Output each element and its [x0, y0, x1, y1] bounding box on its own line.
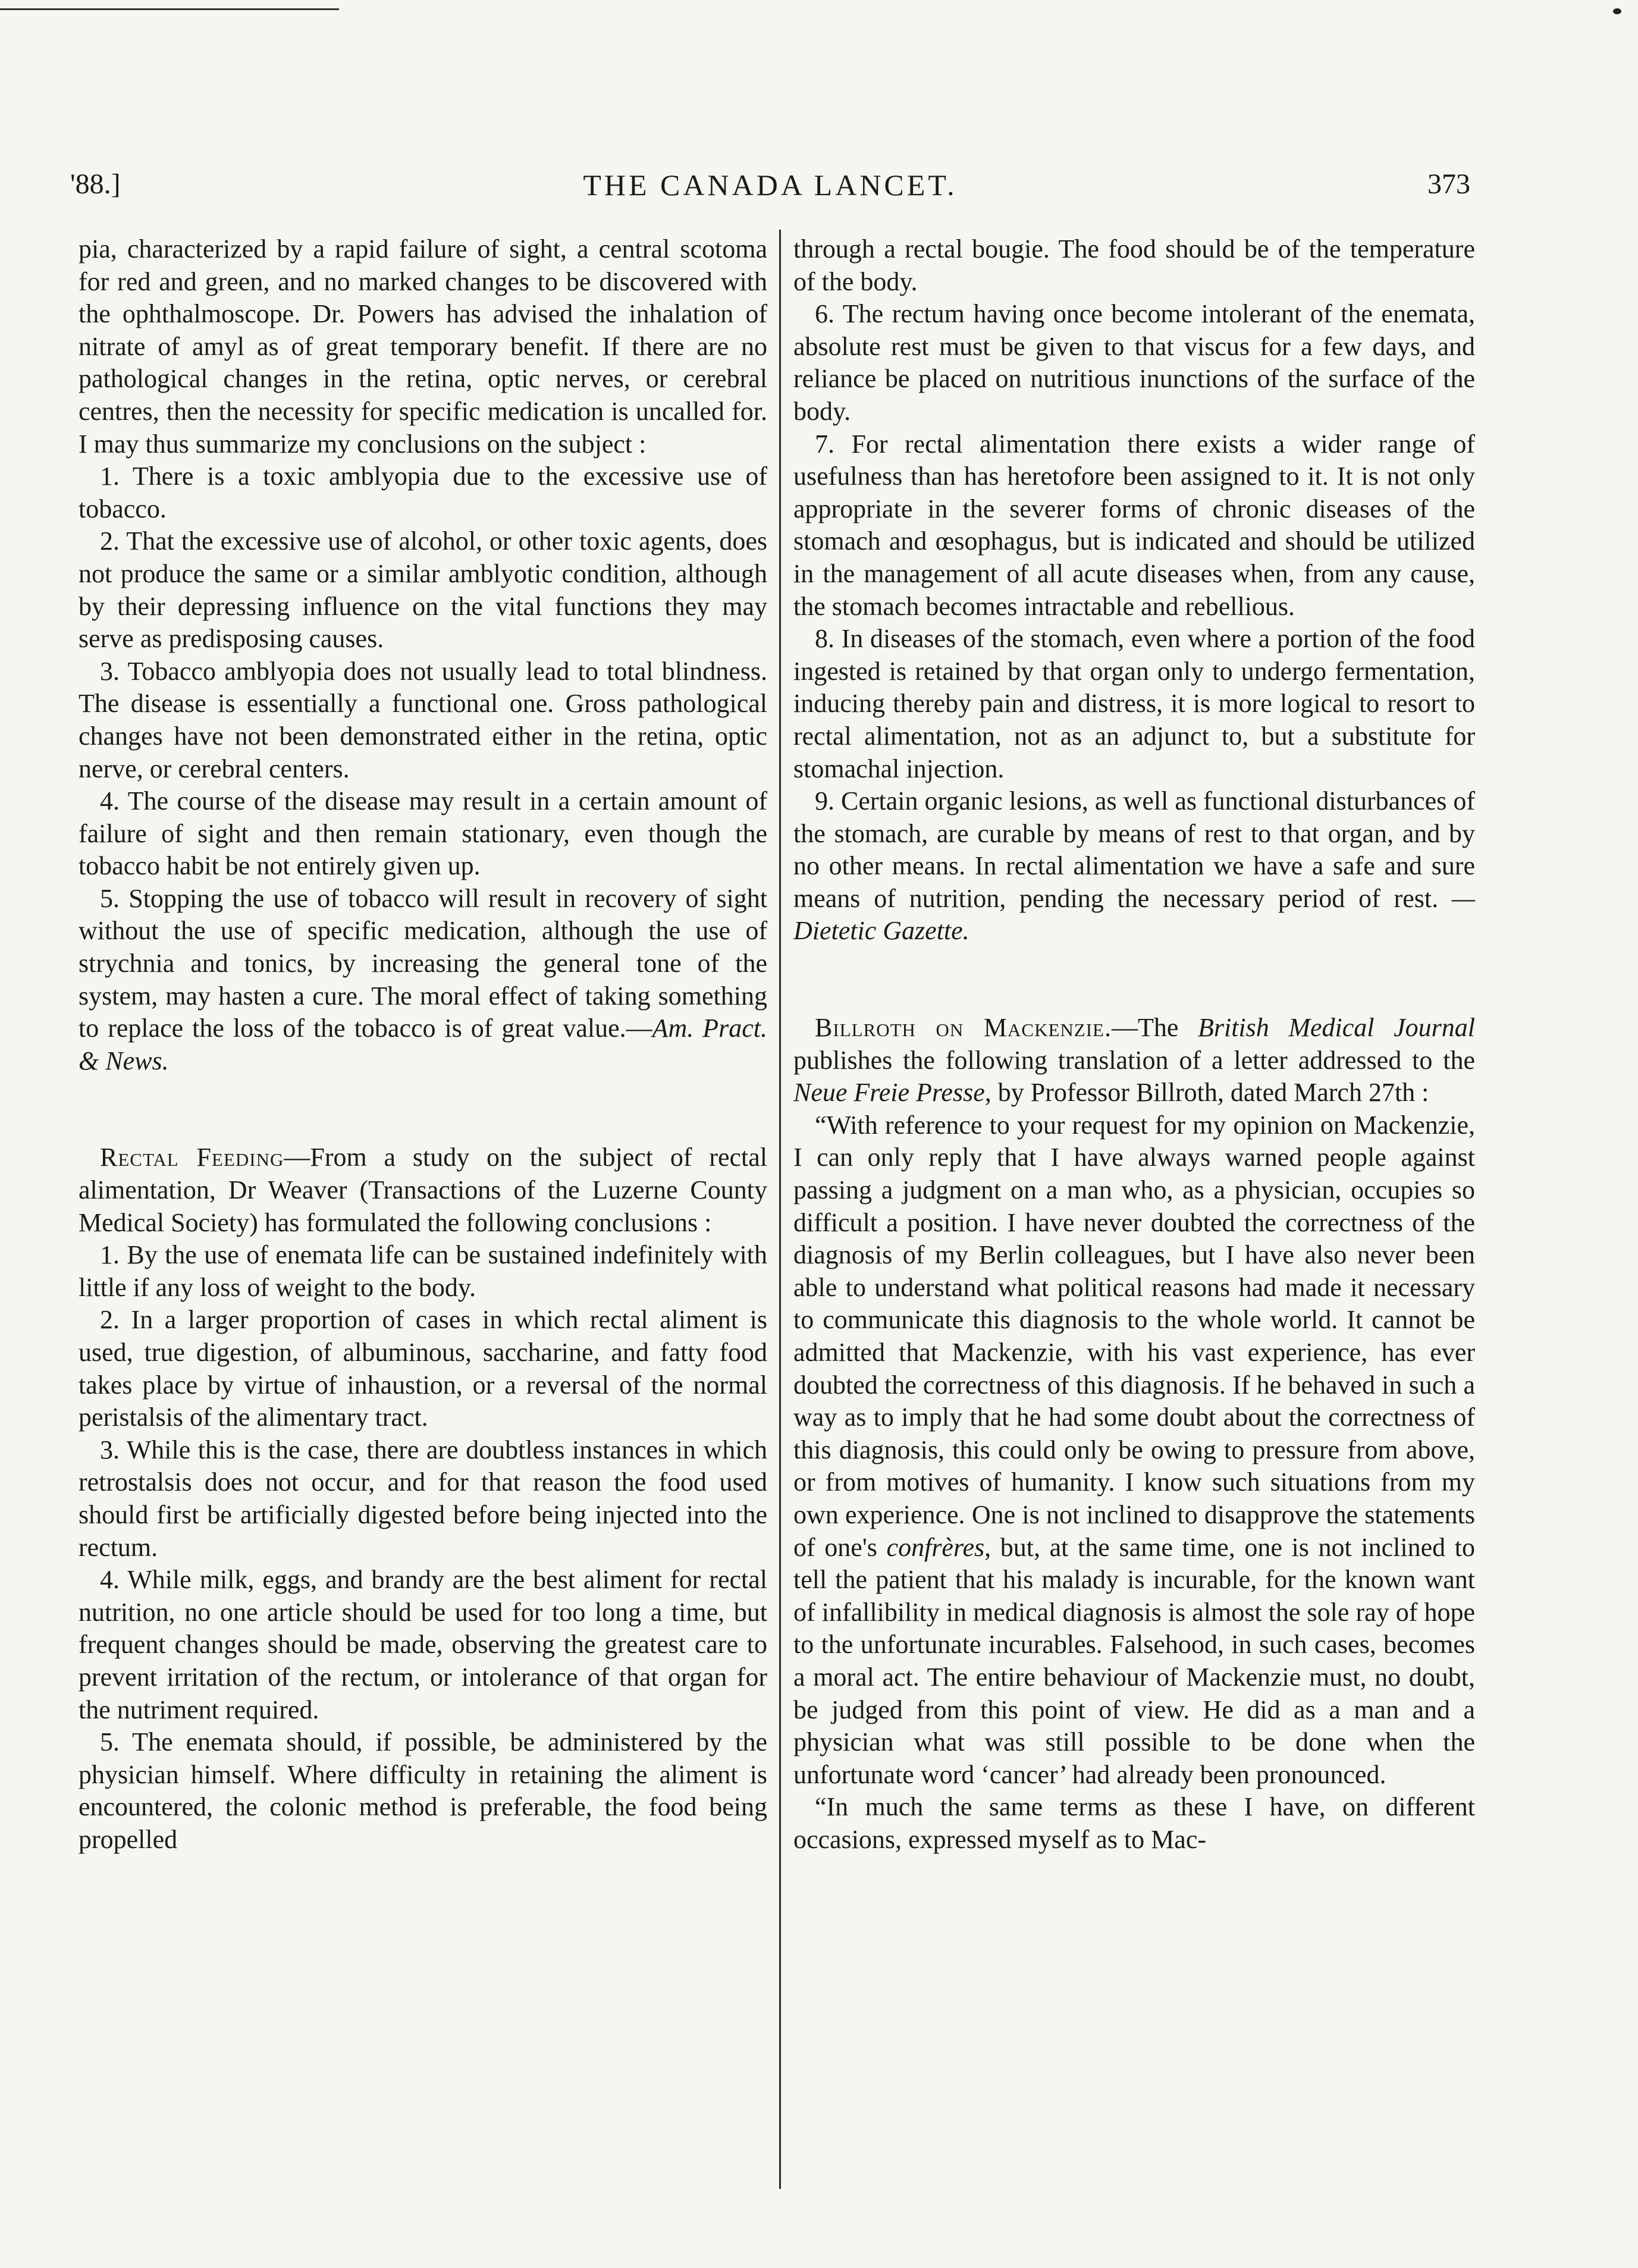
- letter-paragraph-1: [793, 1109, 1475, 1791]
- section-heading-rectal-feeding: Rectal Feeding: [100, 1143, 284, 1172]
- tobacco-conclusion-2: 2. That the excessive use of alcohol, or other toxic agents, does not produce the same or a similar amblyotic condition, although by their depressing influence on the vital functions they may serve as predisposing causes.: [79, 526, 767, 654]
- letter-italic-word: confrères: [886, 1532, 985, 1562]
- tobacco-intro: pia, characterized by a rapid failure of sight, a central scotoma for red and green, and no marked changes to be discovered with the ophthalmoscope. Dr. Powers has advised the inhalation of nitrate of amyl as of great temporary benefit. If there are no pathological changes in the retina, optic nerves, or cerebral centres, then the necessity for specific medication is uncalled for. I may thus summarize my conclusions on the subject :: [79, 234, 767, 459]
- rectal-item-1: 1. By the use of enemata life can be sustained indefinitely with little if any loss of weight to the body.: [79, 1240, 767, 1302]
- journal-name: British Medical Journal: [1197, 1013, 1475, 1043]
- right-column: [793, 233, 1475, 1856]
- billroth-intro-text: , by Professor Billroth, dated March 27th :: [984, 1078, 1429, 1108]
- journal-title: THE CANADA LANCET.: [583, 168, 958, 202]
- letter-text: “With reference to your request for my opinion on Mackenzie, I can only reply that I have always warned people against passing a judgment on a man who, as a physician, occupies so difficult a position. I have never doubted the correctness of the diagnosis of my Berlin colleagues, but I have also never been able to understand what political reasons had made it necessary to communicate this diagnosis to the whole world. It cannot be admitted that Mackenzie, with his vast experience, has ever doubted the correctness of this diagnosis. If he behaved in such a way as to imply that he had some doubt about the correctness of this diagnosis, this could only be owing to pressure from above, or from motives of humanity. I know such situations from my own experience. One is not inclined to disapprove the statements of one's: [793, 1110, 1475, 1562]
- rectal-item-7: 7. For rectal alimentation there exists a wider range of usefulness than has heretofore been assigned to it. It is not only appropriate in the severer forms of chronic diseases of the stomach and œsophagus, but is indicated and should be utilized in the management of all acute diseases when, from any cause, the stomach becomes intractable and rebellious.: [793, 429, 1475, 621]
- billroth-intro-text: —The: [1111, 1013, 1198, 1043]
- rectal-item-2: 2. In a larger proportion of cases in which rectal aliment is used, true digestion, of albuminous, saccharine, and fatty food takes place by virtue of inhaustion, or a reversal of the normal peristalsis of the alimentary tract.: [79, 1305, 767, 1432]
- tobacco-conclusion-5: [79, 883, 767, 1078]
- page-number: 373: [1427, 168, 1470, 200]
- running-header: [70, 168, 1470, 215]
- tobacco-conclusion-1: 1. There is a toxic amblyopia due to the excessive use of tobacco.: [79, 462, 767, 523]
- ink-speck: [1613, 8, 1621, 14]
- rectal-item-5-continued: through a rectal bougie. The food should be of the temperature of the body.: [793, 234, 1475, 296]
- tobacco-conclusion-4: 4. The course of the disease may result in a certain amount of failure of sight and then remain stationary, even though the tobacco habit be not entirely given up.: [79, 786, 767, 881]
- rectal-item-8: 8. In diseases of the stomach, even where a portion of the food ingested is retained by that organ only to undergo fermentation, inducing thereby pain and distress, it is more logical to resort to rectal alimentation, not as an adjunct to, but a substitute for stomachal injection.: [793, 624, 1475, 783]
- rectal-item-4: 4. While milk, eggs, and brandy are the best aliment for rectal nutrition, no one article should be used for too long a time, but frequent changes should be made, observing the greatest care to prevent irritation of the rectum, or intolerance of that organ for the nutriment required.: [79, 1565, 767, 1724]
- header-year: '88.]: [70, 168, 121, 200]
- column-divider: [779, 230, 781, 2189]
- left-column: [79, 233, 767, 1856]
- letter-text: , but, at the same time, one is not inclined to tell the patient that his malady is incurable, for the known want of infallibility in medical diagnosis is almost the sole ray of hope to the unfortunate incurables. Falsehood, in such cases, becomes a moral act. The entire behaviour of Mackenzie must, no doubt, be judged from this point of view. He did as a man and a physician what was still possible to be done when the unfortunate word ‘cancer’ had already been pronounced.: [793, 1532, 1476, 1789]
- billroth-intro: [793, 1012, 1475, 1109]
- item-9-text: 9. Certain organic lesions, as well as functional disturbances of the stomach, are curable by means of rest to that organ, and by no other means. In rectal alimentation we have a safe and sure means of nutrition, pending the necessary period of rest.: [793, 786, 1475, 913]
- newspaper-name: Neue Freie Presse: [793, 1078, 985, 1108]
- source-citation: Am. Pract. & News.: [79, 1014, 768, 1075]
- rectal-feeding-intro: [79, 1141, 767, 1239]
- section-heading-billroth: Billroth on Mackenzie.: [815, 1013, 1112, 1043]
- rectal-item-9: [793, 785, 1475, 948]
- rectal-item-5: 5. The enemata should, if possible, be administered by the physician himself. Where difficulty in retaining the aliment is encountered, the colonic method is preferable, the food being propelled: [79, 1727, 767, 1854]
- billroth-intro-text: publishes the following translation of a letter addressed to the: [793, 1045, 1475, 1075]
- top-rule: [0, 8, 339, 10]
- rectal-item-6: 6. The rectum having once become intolerant of the enemata, absolute rest must be given to that viscus for a few days, and reliance be placed on nutritious inunctions of the surface of the body.: [793, 299, 1475, 426]
- source-citation: —Dietetic Gazette.: [793, 883, 1475, 946]
- tobacco-conclusion-3: 3. Tobacco amblyopia does not usually lead to total blindness. The disease is essentially a functional one. Gross pathological changes have not been demonstrated either in the retina, optic nerve, or cerebral centers.: [79, 656, 767, 783]
- rectal-item-3: 3. While this is the case, there are doubtless instances in which retrostalsis does not occur, and for that reason the food used should first be artificially digested before being injected into the rectum.: [79, 1435, 767, 1562]
- rectal-intro-text: —From a study on the subject of rectal alimentation, Dr Weaver (Transactions of the Luzerne County Medical Society) has formulated the following conclusions :: [79, 1143, 767, 1237]
- conclusion-5-text: 5. Stopping the use of tobacco will result in recovery of sight without the use of specific medication, although the use of strychnia and tonics, by increasing the general tone of the system, may hasten a cure. The moral effect of taking something to replace the loss of the tobacco is of great value.—: [79, 883, 767, 1043]
- letter-paragraph-2: “In much the same terms as these I have, on different occasions, expressed myself as to Mac-: [793, 1792, 1475, 1854]
